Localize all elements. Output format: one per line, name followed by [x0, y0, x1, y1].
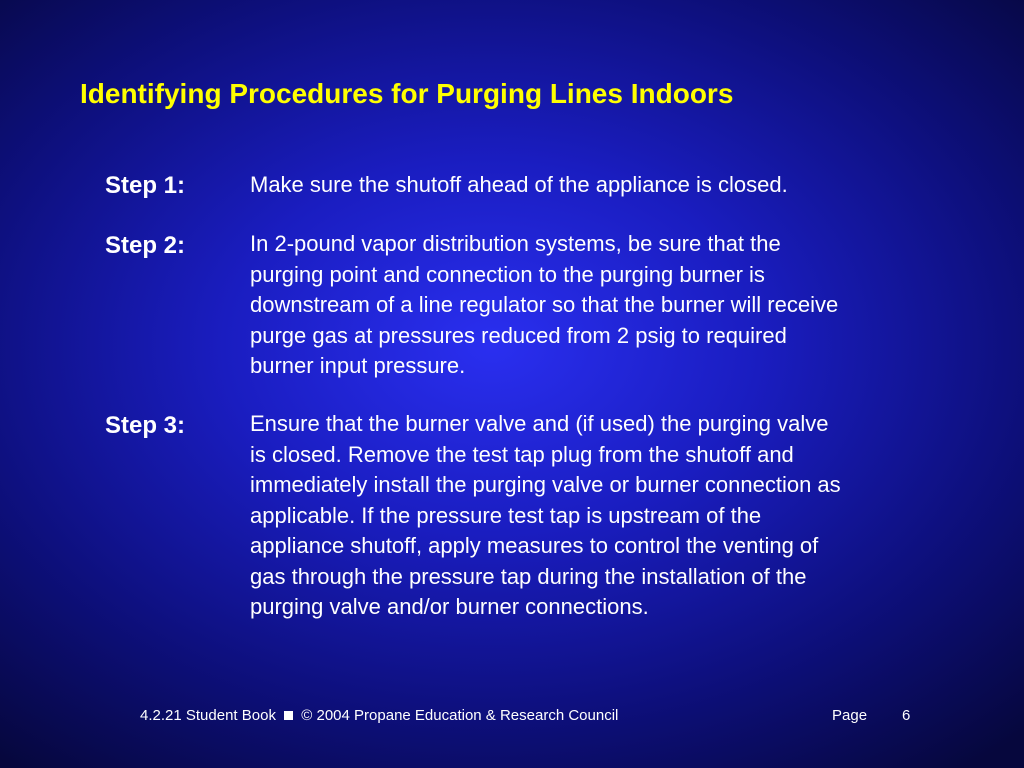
footer-page-label: Page [832, 707, 868, 724]
slide-title: Identifying Procedures for Purging Lines Indoors [80, 78, 734, 109]
step-3-label: Step 3: [105, 412, 186, 439]
footer-course-ref: 4.2.21 Student Book [140, 707, 276, 724]
footer-credit [140, 707, 618, 724]
footer-copyright: © 2004 Propane Education & Research Council [301, 707, 619, 724]
step-2-text: In 2-pound vapor distribution systems, be sure that the purging point and connection to the purging burner is downstream of a line regulator so that the burner will receive purge gas at pressures reduced from 2 psig to required burner input pressure. [250, 231, 839, 378]
square-bullet-icon [284, 711, 293, 720]
step-3-text: Ensure that the burner valve and (if used) the purging valve is closed. Remove the test tap plug from the shutoff and immediately install the purging valve or burner connection as applicable. If the pressure test tap is upstream of the appliance shutoff, apply measures to control the venting of gas through the pressure tap during the installation of the purging valve and/or burner connections. [250, 411, 841, 619]
step-1-text: Make sure the shutoff ahead of the appliance is closed. [250, 172, 788, 197]
footer-page-number: 6 [902, 707, 911, 724]
step-2-label: Step 2: [105, 232, 186, 259]
step-1-label: Step 1: [105, 172, 186, 199]
